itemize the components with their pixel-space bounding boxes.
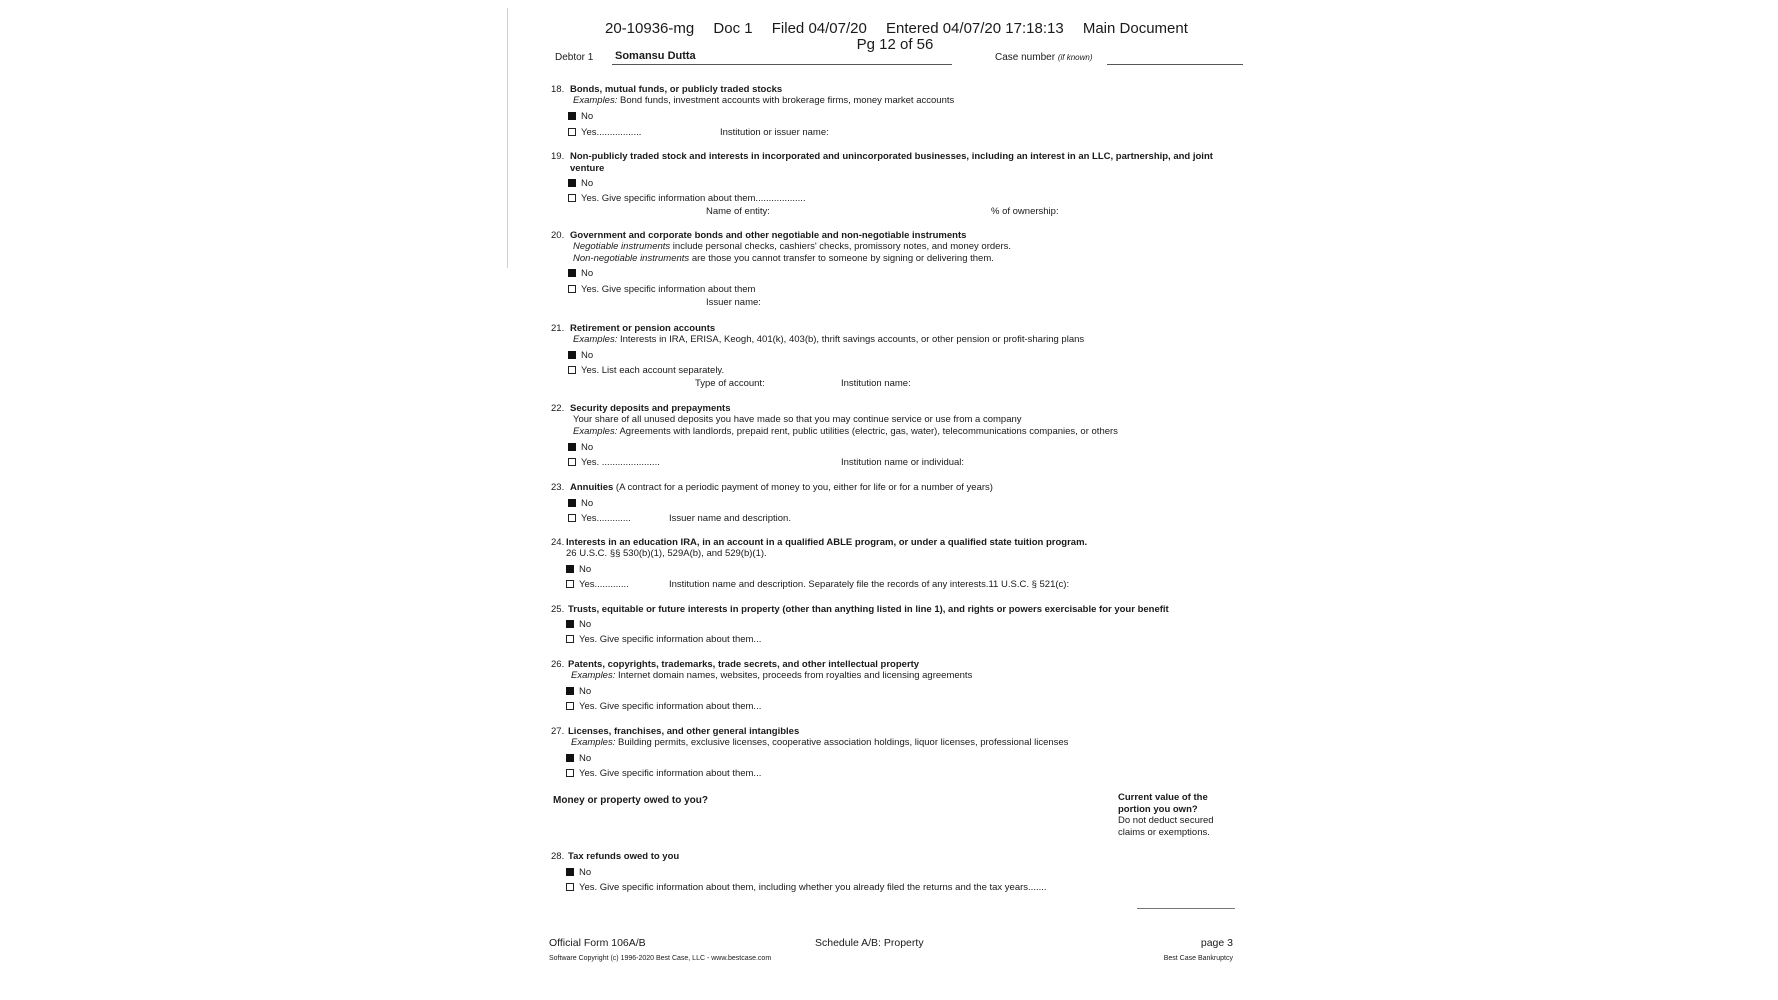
example-text: Agreements with landlords, prepaid rent, public utilities (electric, gas, water), telecommunications companies, or others	[617, 426, 1118, 437]
question-description	[573, 253, 1243, 265]
example-text: Internet domain names, websites, proceeds from royalties and licensing agreements	[615, 670, 973, 681]
question-title	[570, 482, 1245, 494]
option-yes-label: Yes. Give specific information about them...	[579, 768, 762, 779]
question-title: Patents, copyrights, trademarks, trade secrets, and other intellectual property	[568, 659, 920, 670]
unchecked-checkbox-icon[interactable]	[568, 285, 576, 293]
example-text: Bond funds, investment accounts with brokerage firms, money market accounts	[617, 95, 955, 106]
question-title: Bonds, mutual funds, or publicly traded stocks	[570, 84, 783, 95]
question-number: 22.	[551, 403, 565, 414]
question-title: Non-publicly traded stock and interests in incorporated and unincorporated businesses, including an interest in an LLC, partnership, and joint venture	[570, 151, 1213, 174]
option-no[interactable]	[568, 442, 593, 454]
option-no[interactable]	[568, 178, 593, 190]
checked-checkbox-icon[interactable]	[568, 351, 576, 359]
unchecked-checkbox-icon[interactable]	[566, 769, 574, 777]
account-type-label: Type of account:	[695, 378, 765, 389]
question-title-rest: (A contract for a periodic payment of money to you, either for life or for a number of years)	[613, 482, 993, 493]
unchecked-checkbox-icon[interactable]	[566, 883, 574, 891]
option-yes[interactable]	[566, 701, 761, 713]
question-title: Retirement or pension accounts	[570, 323, 716, 334]
negotiable-label: Negotiable instruments	[573, 241, 671, 252]
institution-description-label: Institution name and description. Separately file the records of any interests.11 U.S.C. § 521(c):	[669, 579, 1070, 590]
court-filing-header	[605, 20, 1205, 37]
question-number: 26.	[551, 659, 565, 670]
question-title: Government and corporate bonds and other negotiable and non-negotiable instruments	[570, 230, 967, 241]
option-no[interactable]	[568, 268, 593, 280]
unchecked-checkbox-icon[interactable]	[566, 635, 574, 643]
question-number: 23.	[551, 482, 565, 493]
case-number-label-text: Case number	[995, 52, 1056, 63]
option-yes-label: Yes. Give specific information about them...................	[581, 193, 806, 204]
software-copyright: Software Copyright (c) 1996-2020 Best Case, LLC - www.bestcase.com	[549, 955, 772, 962]
option-no-label: No	[581, 268, 594, 279]
option-no[interactable]	[566, 619, 591, 631]
checked-checkbox-icon[interactable]	[568, 499, 576, 507]
option-yes[interactable]	[566, 882, 1047, 894]
option-yes[interactable]	[566, 579, 629, 591]
question-example	[573, 95, 1243, 107]
question-description	[573, 241, 1243, 253]
option-no[interactable]	[566, 753, 591, 765]
question-description: 26 U.S.C. §§ 530(b)(1), 529A(b), and 529(b)(1).	[566, 548, 767, 559]
example-text: Interests in IRA, ERISA, Keogh, 401(k), 403(b), thrift savings accounts, or other pension or profit-sharing plans	[617, 334, 1085, 345]
option-yes[interactable]	[568, 457, 660, 469]
non-negotiable-label: Non-negotiable instruments	[573, 253, 690, 264]
question-example	[571, 737, 1241, 749]
page-indicator: Pg 12 of 56	[856, 36, 934, 53]
checked-checkbox-icon[interactable]	[566, 754, 574, 762]
option-yes[interactable]	[568, 284, 755, 296]
option-no[interactable]	[568, 111, 593, 123]
option-yes[interactable]	[568, 127, 641, 139]
example-label: Examples:	[571, 670, 616, 681]
question-example	[571, 670, 1241, 682]
entered-date-stamp: Entered 04/07/20 17:18:13	[886, 20, 1064, 37]
checked-checkbox-icon[interactable]	[566, 868, 574, 876]
schedule-name: Schedule A/B: Property	[815, 937, 924, 949]
debtor-name-field[interactable]: Somansu Dutta	[612, 50, 952, 65]
institution-name-label: Institution name:	[841, 378, 911, 389]
current-value-note-1: Do not deduct secured	[1118, 815, 1214, 826]
case-number-stamp: 20-10936-mg	[605, 20, 695, 37]
debtor-row	[555, 50, 1245, 66]
document-page	[545, 0, 1245, 1000]
case-number-hint: (if known)	[1057, 53, 1093, 62]
non-negotiable-text: are those you cannot transfer to someone by signing or delivering them.	[689, 253, 994, 264]
option-yes-label: Yes. ......................	[581, 457, 660, 468]
issuer-name-label: Issuer name:	[706, 297, 761, 308]
question-title: Interests in an education IRA, in an account in a qualified ABLE program, or under a qualified state tuition program.	[566, 537, 1088, 548]
institution-name-label: Institution or issuer name:	[720, 127, 829, 138]
form-number: Official Form 106A/B	[549, 937, 646, 949]
checked-checkbox-icon[interactable]	[566, 620, 574, 628]
debtor-label: Debtor 1	[555, 52, 594, 63]
option-no-label: No	[579, 564, 592, 575]
question-example	[573, 426, 1243, 438]
option-no[interactable]	[566, 686, 591, 698]
example-label: Examples:	[573, 426, 618, 437]
checked-checkbox-icon[interactable]	[566, 565, 574, 573]
option-no-label: No	[581, 178, 594, 189]
option-yes-label: Yes. List each account separately.	[581, 365, 725, 376]
unchecked-checkbox-icon[interactable]	[568, 514, 576, 522]
option-no-label: No	[579, 753, 592, 764]
tax-refund-amount-field[interactable]	[1137, 907, 1235, 909]
option-yes-label: Yes.............	[579, 579, 629, 590]
option-no[interactable]	[568, 498, 593, 510]
unchecked-checkbox-icon[interactable]	[568, 194, 576, 202]
option-yes[interactable]	[566, 634, 761, 646]
institution-or-individual-label: Institution name or individual:	[841, 457, 965, 468]
option-yes-label: Yes. Give specific information about them...	[579, 701, 762, 712]
question-title-bold: Annuities	[570, 482, 614, 493]
page-number: page 3	[1200, 937, 1233, 949]
question-title: Trusts, equitable or future interests in property (other than anything listed in line 1), and rights or powers exercisable for your benefit	[568, 604, 1169, 615]
checked-checkbox-icon[interactable]	[568, 112, 576, 120]
scan-margin-line	[507, 8, 508, 268]
unchecked-checkbox-icon[interactable]	[568, 458, 576, 466]
current-value-title-2: portion you own?	[1118, 803, 1198, 815]
question-number: 25.	[551, 604, 565, 615]
ownership-percent-label: % of ownership:	[991, 206, 1059, 217]
software-brand: Best Case Bankruptcy	[1163, 955, 1233, 962]
unchecked-checkbox-icon[interactable]	[568, 128, 576, 136]
option-no-label: No	[581, 442, 594, 453]
unchecked-checkbox-icon[interactable]	[566, 702, 574, 710]
negotiable-text: include personal checks, cashiers' checks, promissory notes, and money orders.	[670, 241, 1011, 252]
case-number-field[interactable]	[1107, 50, 1243, 65]
checked-checkbox-icon[interactable]	[568, 179, 576, 187]
example-label: Examples:	[573, 95, 618, 106]
option-no-label: No	[579, 867, 592, 878]
option-no[interactable]	[566, 564, 591, 576]
doc-number-stamp: Doc 1	[713, 20, 753, 37]
question-title: Licenses, franchises, and other general intangibles	[568, 726, 800, 737]
question-number: 21.	[551, 323, 565, 334]
filed-date-stamp: Filed 04/07/20	[771, 20, 867, 37]
question-number: 27.	[551, 726, 565, 737]
option-yes-label: Yes.................	[581, 127, 642, 138]
checked-checkbox-icon[interactable]	[566, 687, 574, 695]
option-yes[interactable]	[566, 768, 761, 780]
option-no-label: No	[581, 350, 594, 361]
option-yes-label: Yes.............	[581, 513, 631, 524]
option-no[interactable]	[568, 350, 593, 362]
checked-checkbox-icon[interactable]	[568, 443, 576, 451]
option-yes[interactable]	[568, 513, 631, 525]
question-number: 28.	[551, 851, 565, 862]
question-example	[573, 334, 1243, 346]
option-no-label: No	[581, 498, 594, 509]
option-yes-label: Yes. Give specific information about them, including whether you already filed the returns and the tax years.......	[579, 882, 1047, 893]
question-number: 20.	[551, 230, 565, 241]
question-description: Your share of all unused deposits you have made so that you may continue service or use from a company	[573, 414, 1022, 425]
option-yes[interactable]	[568, 193, 806, 205]
current-value-column-header	[1118, 792, 1228, 838]
option-yes-label: Yes. Give specific information about them	[581, 284, 756, 295]
option-no-label: No	[579, 686, 592, 697]
current-value-title-1: Current value of the	[1118, 792, 1208, 803]
unchecked-checkbox-icon[interactable]	[566, 580, 574, 588]
example-label: Examples:	[573, 334, 618, 345]
question-number: 18.	[551, 84, 565, 95]
option-yes[interactable]	[568, 365, 724, 377]
example-label: Examples:	[571, 737, 616, 748]
option-yes-label: Yes. Give specific information about them...	[579, 634, 762, 645]
option-no[interactable]	[566, 867, 591, 879]
question-title: Tax refunds owed to you	[568, 851, 680, 862]
case-number-label	[995, 52, 1093, 63]
money-owed-heading: Money or property owed to you?	[553, 795, 709, 806]
current-value-note-2: claims or exemptions.	[1118, 826, 1210, 838]
example-text: Building permits, exclusive licenses, cooperative association holdings, liquor licenses, professional licenses	[615, 737, 1069, 748]
question-title: Security deposits and prepayments	[570, 403, 731, 414]
option-no-label: No	[581, 111, 594, 122]
unchecked-checkbox-icon[interactable]	[568, 366, 576, 374]
entity-name-label: Name of entity:	[706, 206, 770, 217]
option-no-label: No	[579, 619, 592, 630]
checked-checkbox-icon[interactable]	[568, 269, 576, 277]
document-type-stamp: Main Document	[1082, 20, 1188, 37]
question-number: 19.	[551, 151, 565, 162]
issuer-description-label: Issuer name and description.	[669, 513, 791, 524]
question-number: 24.	[551, 537, 565, 548]
